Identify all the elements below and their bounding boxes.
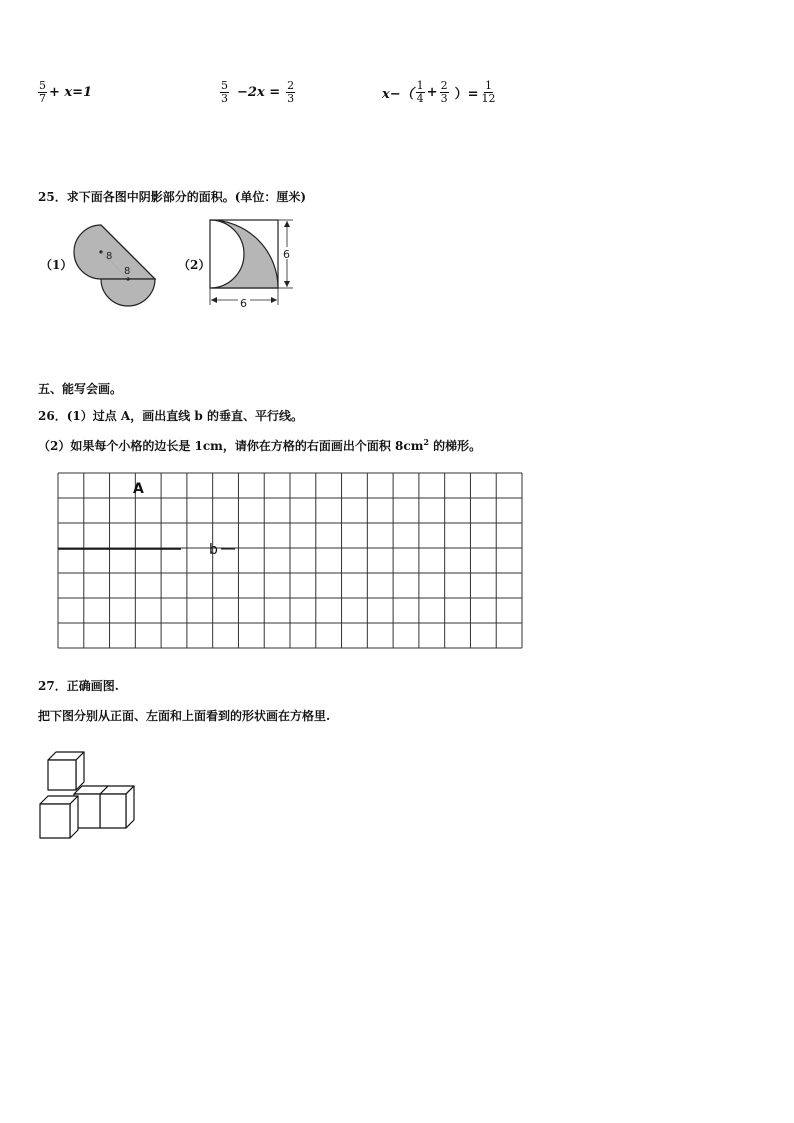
fraction: $\frac{1}{12}$ — [481, 79, 496, 105]
equation-3 — [382, 80, 498, 104]
dimension-label: 8 — [124, 266, 131, 277]
fraction: $\frac{2}{3}$ — [440, 79, 448, 105]
figure-1-shaded-circles — [68, 218, 168, 310]
equation-text: ）= — [454, 86, 479, 102]
point-label-a: A — [133, 481, 144, 497]
fraction: $\frac{1}{4}$ — [416, 79, 424, 105]
grid-lines — [58, 473, 522, 648]
dimension-label: 8 — [106, 251, 113, 262]
equation-1 — [36, 80, 92, 104]
question-25-text: 25．求下面各图中阴影部分的面积。(单位：厘米) — [38, 190, 307, 204]
question-26-part1: 26．(1）过点 A，画出直线 b 的垂直、平行线。 — [38, 409, 303, 423]
line-label-b: b — [209, 542, 218, 558]
fraction: $\frac{5}{3}$ — [221, 79, 228, 105]
question-26-part2: （2）如果每个小格的边长是 1cm，请你在方格的右面画出个面积 $8cm^2$ 的梯形。 — [38, 437, 482, 453]
equation-text: x−（ — [382, 86, 414, 102]
plus-sign: + — [426, 84, 438, 100]
equation-text: + x=1 — [49, 84, 93, 100]
cube-stack-figure — [36, 746, 146, 846]
figure-2-square-shaded — [205, 215, 305, 311]
square-grid[interactable] — [55, 470, 525, 652]
fraction: $\frac{2}{3}$ — [287, 79, 295, 105]
question-27-text: 把下图分别从正面、左面和上面看到的形状画在方格里. — [38, 709, 331, 723]
section-title: 五、能写会画。 — [38, 382, 123, 396]
equation-text: −2x = — [237, 84, 281, 100]
equation-2 — [218, 80, 297, 104]
question-27-title: 27．正确画图. — [38, 679, 119, 693]
figure-1-label: （1） — [40, 258, 73, 272]
dimension-label: 6 — [283, 248, 290, 261]
fraction: $\frac{5}{7}$ — [39, 79, 46, 105]
figure-2-label: （2） — [178, 258, 211, 272]
dimension-label: 6 — [240, 297, 247, 310]
